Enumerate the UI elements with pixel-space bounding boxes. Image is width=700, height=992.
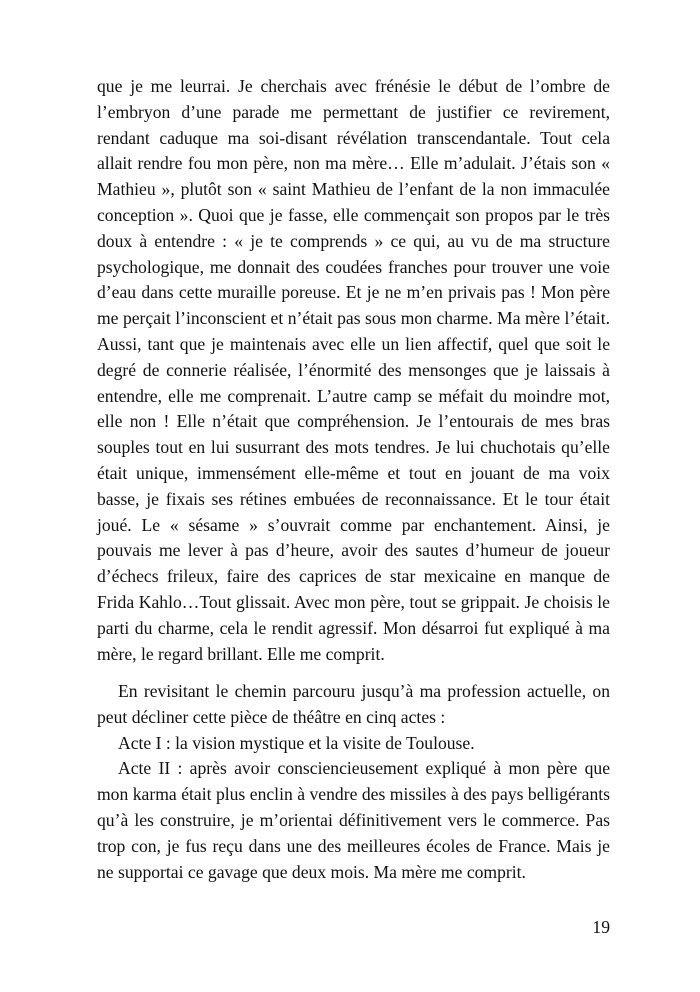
text-block-bottom — [97, 679, 610, 885]
paragraph: En revisitant le chemin parcouru jusqu’à ma profession actuelle, on peut décliner cette pièce de théâtre en cinq actes : — [97, 681, 610, 727]
paragraph: Acte II : après avoir consciencieusement expliqué à mon père que mon karma était plus enclin à vendre des missiles à des pays belligérants qu’à les construire, je m’orientai définitivement vers le commerce. Pas trop con, je fus reçu dans une des meilleures écoles de France. Mais je ne supportai ce gavage que deux mois. Ma mère me comprit. — [97, 758, 610, 882]
paragraph: que je me leurrai. Je cherchais avec frénésie le début de l’ombre de l’embryon d’une parade me permettant de justifier ce revirement, rendant caduque ma soi-disant révélation transcendantale. Tout cela allait rendre fou mon père, non ma mère… Elle m’adulait. J’étais son « Mathieu », plutôt son « saint Mathieu de l’enfant de la non immaculée conception ». Quoi que je fasse, elle commençait son propos par le très doux à entendre : « je te comprends » ce qui, au vu de ma structure psychologique, me donnait des coudées franches pour trouver une voie d’eau dans cette muraille poreuse. Et je ne m’en privais pas ! Mon père me perçait l’inconscient et n’était pas sous mon charme. Ma mère l’était. Aussi, tant que je maintenais avec elle un lien affectif, quel que soit le degré de connerie réalisée, l’énormité des mensonges que je laissais à entendre, elle me comprenait. L’autre camp se méfait du moindre mot, elle non ! Elle n’était que compréhension. Je l’entourais de mes bras souples tout en lui susurrant des mots tendres. Je lui chuchotais qu’elle était unique, immensément elle-même et tout en jouant de ma voix basse, je fixais ses rétines embuées de reconnaissance. Et le tour était joué. Le « sésame » s’ouvrait comme par enchantement. Ainsi, je pouvais me lever à pas d’heure, avoir des sautes d’humeur de joueur d’échecs frileux, faire des caprices de star mexicaine en manque de Frida Kahlo…Tout glissait. Avec mon père, tout se grippait. Je choisis le parti du charme, cela le rendit agressif. Mon désarroi fut expliqué à ma mère, le regard brillant. Elle me comprit. — [97, 76, 610, 664]
text-block-top — [97, 74, 610, 667]
paragraph: Acte I : la vision mystique et la visite de Toulouse. — [118, 732, 475, 753]
page-number: 19 — [592, 917, 610, 937]
